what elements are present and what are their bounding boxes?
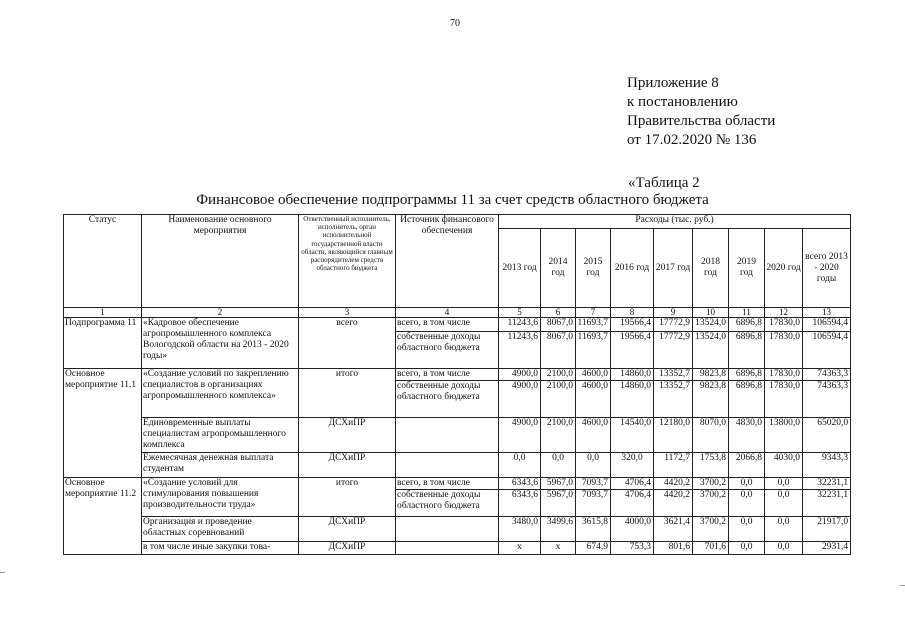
measure-name-cell: Ежемесячная денежная выплата студентам xyxy=(142,453,299,478)
measure-name-cell: «Кадровое обеспечение агропромышленного комплекса Вологодской области на 2013 - 2020 годы» xyxy=(142,318,299,369)
source-cell: собственные доходы областного бюджета xyxy=(396,490,499,517)
column-number: 7 xyxy=(576,308,611,318)
value-cell: 801,6 xyxy=(654,542,693,555)
value-cell: х xyxy=(541,542,576,555)
value-cell: 17830,0 xyxy=(765,332,803,369)
value-cell: 17772,9 xyxy=(654,332,693,369)
value-cell: 6896,8 xyxy=(729,369,765,381)
value-cell: 13352,7 xyxy=(654,381,693,418)
header-responsible: Ответственный исполнитель, исполнитель, орган исполнительной государственной власти области, являющийся главным распорядителем средств областного бюджета xyxy=(299,215,396,308)
column-number: 4 xyxy=(396,308,499,318)
value-cell: 3700,2 xyxy=(693,517,729,542)
value-cell: 74363,3 xyxy=(803,369,851,381)
value-cell: 8067,0 xyxy=(541,318,576,332)
value-cell: 5967,0 xyxy=(541,478,576,490)
appendix-line: от 17.02.2020 № 136 xyxy=(627,132,757,148)
value-cell: 0,0 xyxy=(765,542,803,555)
value-cell: 3615,8 xyxy=(576,517,611,542)
value-cell: 0,0 xyxy=(729,517,765,542)
value-cell: 17830,0 xyxy=(765,369,803,381)
appendix-block xyxy=(627,74,775,150)
value-cell: х xyxy=(499,542,541,555)
value-cell: 8067,0 xyxy=(541,332,576,369)
header-expenses: Расходы (тыс. руб.) xyxy=(499,215,851,229)
value-cell: 4420,2 xyxy=(654,478,693,490)
value-cell: 17830,0 xyxy=(765,318,803,332)
value-cell: 9823,8 xyxy=(693,381,729,418)
header-year: 2018 год xyxy=(693,229,729,308)
value-cell: 11243,6 xyxy=(499,318,541,332)
column-number: 12 xyxy=(765,308,803,318)
table-row xyxy=(64,318,851,332)
value-cell: 1172,7 xyxy=(654,453,693,478)
source-cell: всего, в том числе xyxy=(396,369,499,381)
header-row xyxy=(64,215,851,229)
value-cell: 12180,0 xyxy=(654,418,693,453)
table-row xyxy=(64,453,851,478)
value-cell: 4030,0 xyxy=(765,453,803,478)
value-cell: 0,0 xyxy=(765,490,803,517)
value-cell: 9823,8 xyxy=(693,369,729,381)
value-cell: 6896,8 xyxy=(729,381,765,418)
value-cell: 2066,8 xyxy=(729,453,765,478)
value-cell: 13524,0 xyxy=(693,318,729,332)
header-source: Источник финансового обеспечения xyxy=(396,215,499,308)
header-year: 2013 год xyxy=(499,229,541,308)
value-cell: 4706,4 xyxy=(611,490,654,517)
source-cell xyxy=(396,542,499,555)
value-cell: 3700,2 xyxy=(693,478,729,490)
header-name: Наименование основного мероприятия xyxy=(142,215,299,308)
header-year: 2014 год xyxy=(541,229,576,308)
status-cell: Подпрограмма 11 xyxy=(64,318,142,369)
value-cell: 6896,8 xyxy=(729,332,765,369)
table-row xyxy=(64,517,851,542)
value-cell: 32231,1 xyxy=(803,478,851,490)
column-number: 9 xyxy=(654,308,693,318)
value-cell: 13352,7 xyxy=(654,369,693,381)
measure-name-cell: Единовременные выплаты специалистам агропромышленного комплекса xyxy=(142,418,299,453)
responsible-cell: итого xyxy=(299,369,396,418)
appendix-line: Правительства области xyxy=(627,113,776,129)
column-number: 13 xyxy=(803,308,851,318)
value-cell: 0,0 xyxy=(576,453,611,478)
measure-name-cell: в том числе иные закупки това- xyxy=(142,542,299,555)
source-cell: всего, в том числе xyxy=(396,478,499,490)
value-cell: 2100,0 xyxy=(541,369,576,381)
value-cell: 6896,8 xyxy=(729,318,765,332)
value-cell: 3621,4 xyxy=(654,517,693,542)
value-cell: 21917,0 xyxy=(803,517,851,542)
value-cell: 7093,7 xyxy=(576,478,611,490)
status-cell: Основное мероприятие 11.2 xyxy=(64,478,142,555)
responsible-cell: всего xyxy=(299,318,396,369)
value-cell: 0,0 xyxy=(729,542,765,555)
value-cell: 19566,4 xyxy=(611,332,654,369)
value-cell: 3480,0 xyxy=(499,517,541,542)
source-cell xyxy=(396,418,499,453)
appendix-line: к постановлению xyxy=(627,94,738,110)
appendix-line: Приложение 8 xyxy=(627,75,719,91)
value-cell: 5967,0 xyxy=(541,490,576,517)
value-cell: 4600,0 xyxy=(576,381,611,418)
value-cell: 9343,3 xyxy=(803,453,851,478)
table-row xyxy=(64,478,851,490)
value-cell: 4900,0 xyxy=(499,418,541,453)
value-cell: 17772,9 xyxy=(654,318,693,332)
responsible-cell: итого xyxy=(299,478,396,517)
value-cell: 6343,6 xyxy=(499,478,541,490)
value-cell: 106594,4 xyxy=(803,318,851,332)
value-cell: 0,0 xyxy=(765,517,803,542)
value-cell: 4600,0 xyxy=(576,418,611,453)
value-cell: 674,9 xyxy=(576,542,611,555)
value-cell: 4000,0 xyxy=(611,517,654,542)
value-cell: 14860,0 xyxy=(611,369,654,381)
source-cell xyxy=(396,517,499,542)
scan-edge-mark xyxy=(0,572,5,573)
header-year: 2015 год xyxy=(576,229,611,308)
value-cell: 1753,8 xyxy=(693,453,729,478)
value-cell: 32231,1 xyxy=(803,490,851,517)
scan-edge-mark xyxy=(900,585,905,586)
table-row xyxy=(64,542,851,555)
value-cell: 0,0 xyxy=(729,490,765,517)
measure-name-cell: Организация и проведение областных соревнований xyxy=(142,517,299,542)
value-cell: 74363,3 xyxy=(803,381,851,418)
value-cell: 13800,0 xyxy=(765,418,803,453)
value-cell: 11693,7 xyxy=(576,332,611,369)
value-cell: 4420,2 xyxy=(654,490,693,517)
header-total: всего 2013 - 2020 годы xyxy=(803,229,851,308)
status-cell: Основное мероприятие 11.1 xyxy=(64,369,142,478)
column-number: 6 xyxy=(541,308,576,318)
value-cell: 19566,4 xyxy=(611,318,654,332)
page-number: 70 xyxy=(450,18,460,29)
value-cell: 65020,0 xyxy=(803,418,851,453)
value-cell: 17830,0 xyxy=(765,381,803,418)
value-cell: 4900,0 xyxy=(499,381,541,418)
header-year: 2016 год xyxy=(611,229,654,308)
value-cell: 0,0 xyxy=(541,453,576,478)
column-number-row xyxy=(64,308,851,318)
column-number: 11 xyxy=(729,308,765,318)
value-cell: 4900,0 xyxy=(499,369,541,381)
value-cell: 2100,0 xyxy=(541,381,576,418)
table-label: «Таблица 2 xyxy=(628,175,700,191)
source-cell: собственные доходы областного бюджета xyxy=(396,332,499,369)
measure-name-cell: «Создание условий по закреплению специалистов в организациях агропромышленного комплекса» xyxy=(142,369,299,418)
measure-name-cell: «Создание условий для стимулирования повышения производительности труда» xyxy=(142,478,299,517)
column-number: 3 xyxy=(299,308,396,318)
value-cell: 753,3 xyxy=(611,542,654,555)
value-cell: 106594,4 xyxy=(803,332,851,369)
value-cell: 11693,7 xyxy=(576,318,611,332)
responsible-cell: ДСХиПР xyxy=(299,517,396,542)
responsible-cell: ДСХиПР xyxy=(299,542,396,555)
value-cell: 11243,6 xyxy=(499,332,541,369)
value-cell: 14540,0 xyxy=(611,418,654,453)
column-number: 5 xyxy=(499,308,541,318)
responsible-cell: ДСХиПР xyxy=(299,418,396,453)
header-status: Статус xyxy=(64,215,142,308)
column-number: 10 xyxy=(693,308,729,318)
value-cell: 8070,0 xyxy=(693,418,729,453)
value-cell: 0,0 xyxy=(499,453,541,478)
header-year: 2019 год xyxy=(729,229,765,308)
value-cell: 0,0 xyxy=(729,478,765,490)
value-cell: 701,6 xyxy=(693,542,729,555)
value-cell: 4706,4 xyxy=(611,478,654,490)
header-year: 2017 год xyxy=(654,229,693,308)
value-cell: 13524,0 xyxy=(693,332,729,369)
header-year: 2020 год xyxy=(765,229,803,308)
responsible-cell: ДСХиПР xyxy=(299,453,396,478)
value-cell: 14860,0 xyxy=(611,381,654,418)
value-cell: 3700,2 xyxy=(693,490,729,517)
value-cell: 2931,4 xyxy=(803,542,851,555)
value-cell: 3499,6 xyxy=(541,517,576,542)
table-row xyxy=(64,369,851,381)
value-cell: 0,0 xyxy=(765,478,803,490)
value-cell: 6343,6 xyxy=(499,490,541,517)
value-cell: 320,0 xyxy=(611,453,654,478)
document-title: Финансовое обеспечение подпрограммы 11 за счет средств областного бюджета xyxy=(196,192,709,208)
value-cell: 2100,0 xyxy=(541,418,576,453)
value-cell: 4600,0 xyxy=(576,369,611,381)
financing-table xyxy=(63,214,851,555)
column-number: 2 xyxy=(142,308,299,318)
source-cell xyxy=(396,453,499,478)
value-cell: 7093,7 xyxy=(576,490,611,517)
source-cell: собственные доходы областного бюджета xyxy=(396,381,499,418)
value-cell: 4830,0 xyxy=(729,418,765,453)
column-number: 1 xyxy=(64,308,142,318)
source-cell: всего, в том числе xyxy=(396,318,499,332)
column-number: 8 xyxy=(611,308,654,318)
table-row xyxy=(64,418,851,453)
